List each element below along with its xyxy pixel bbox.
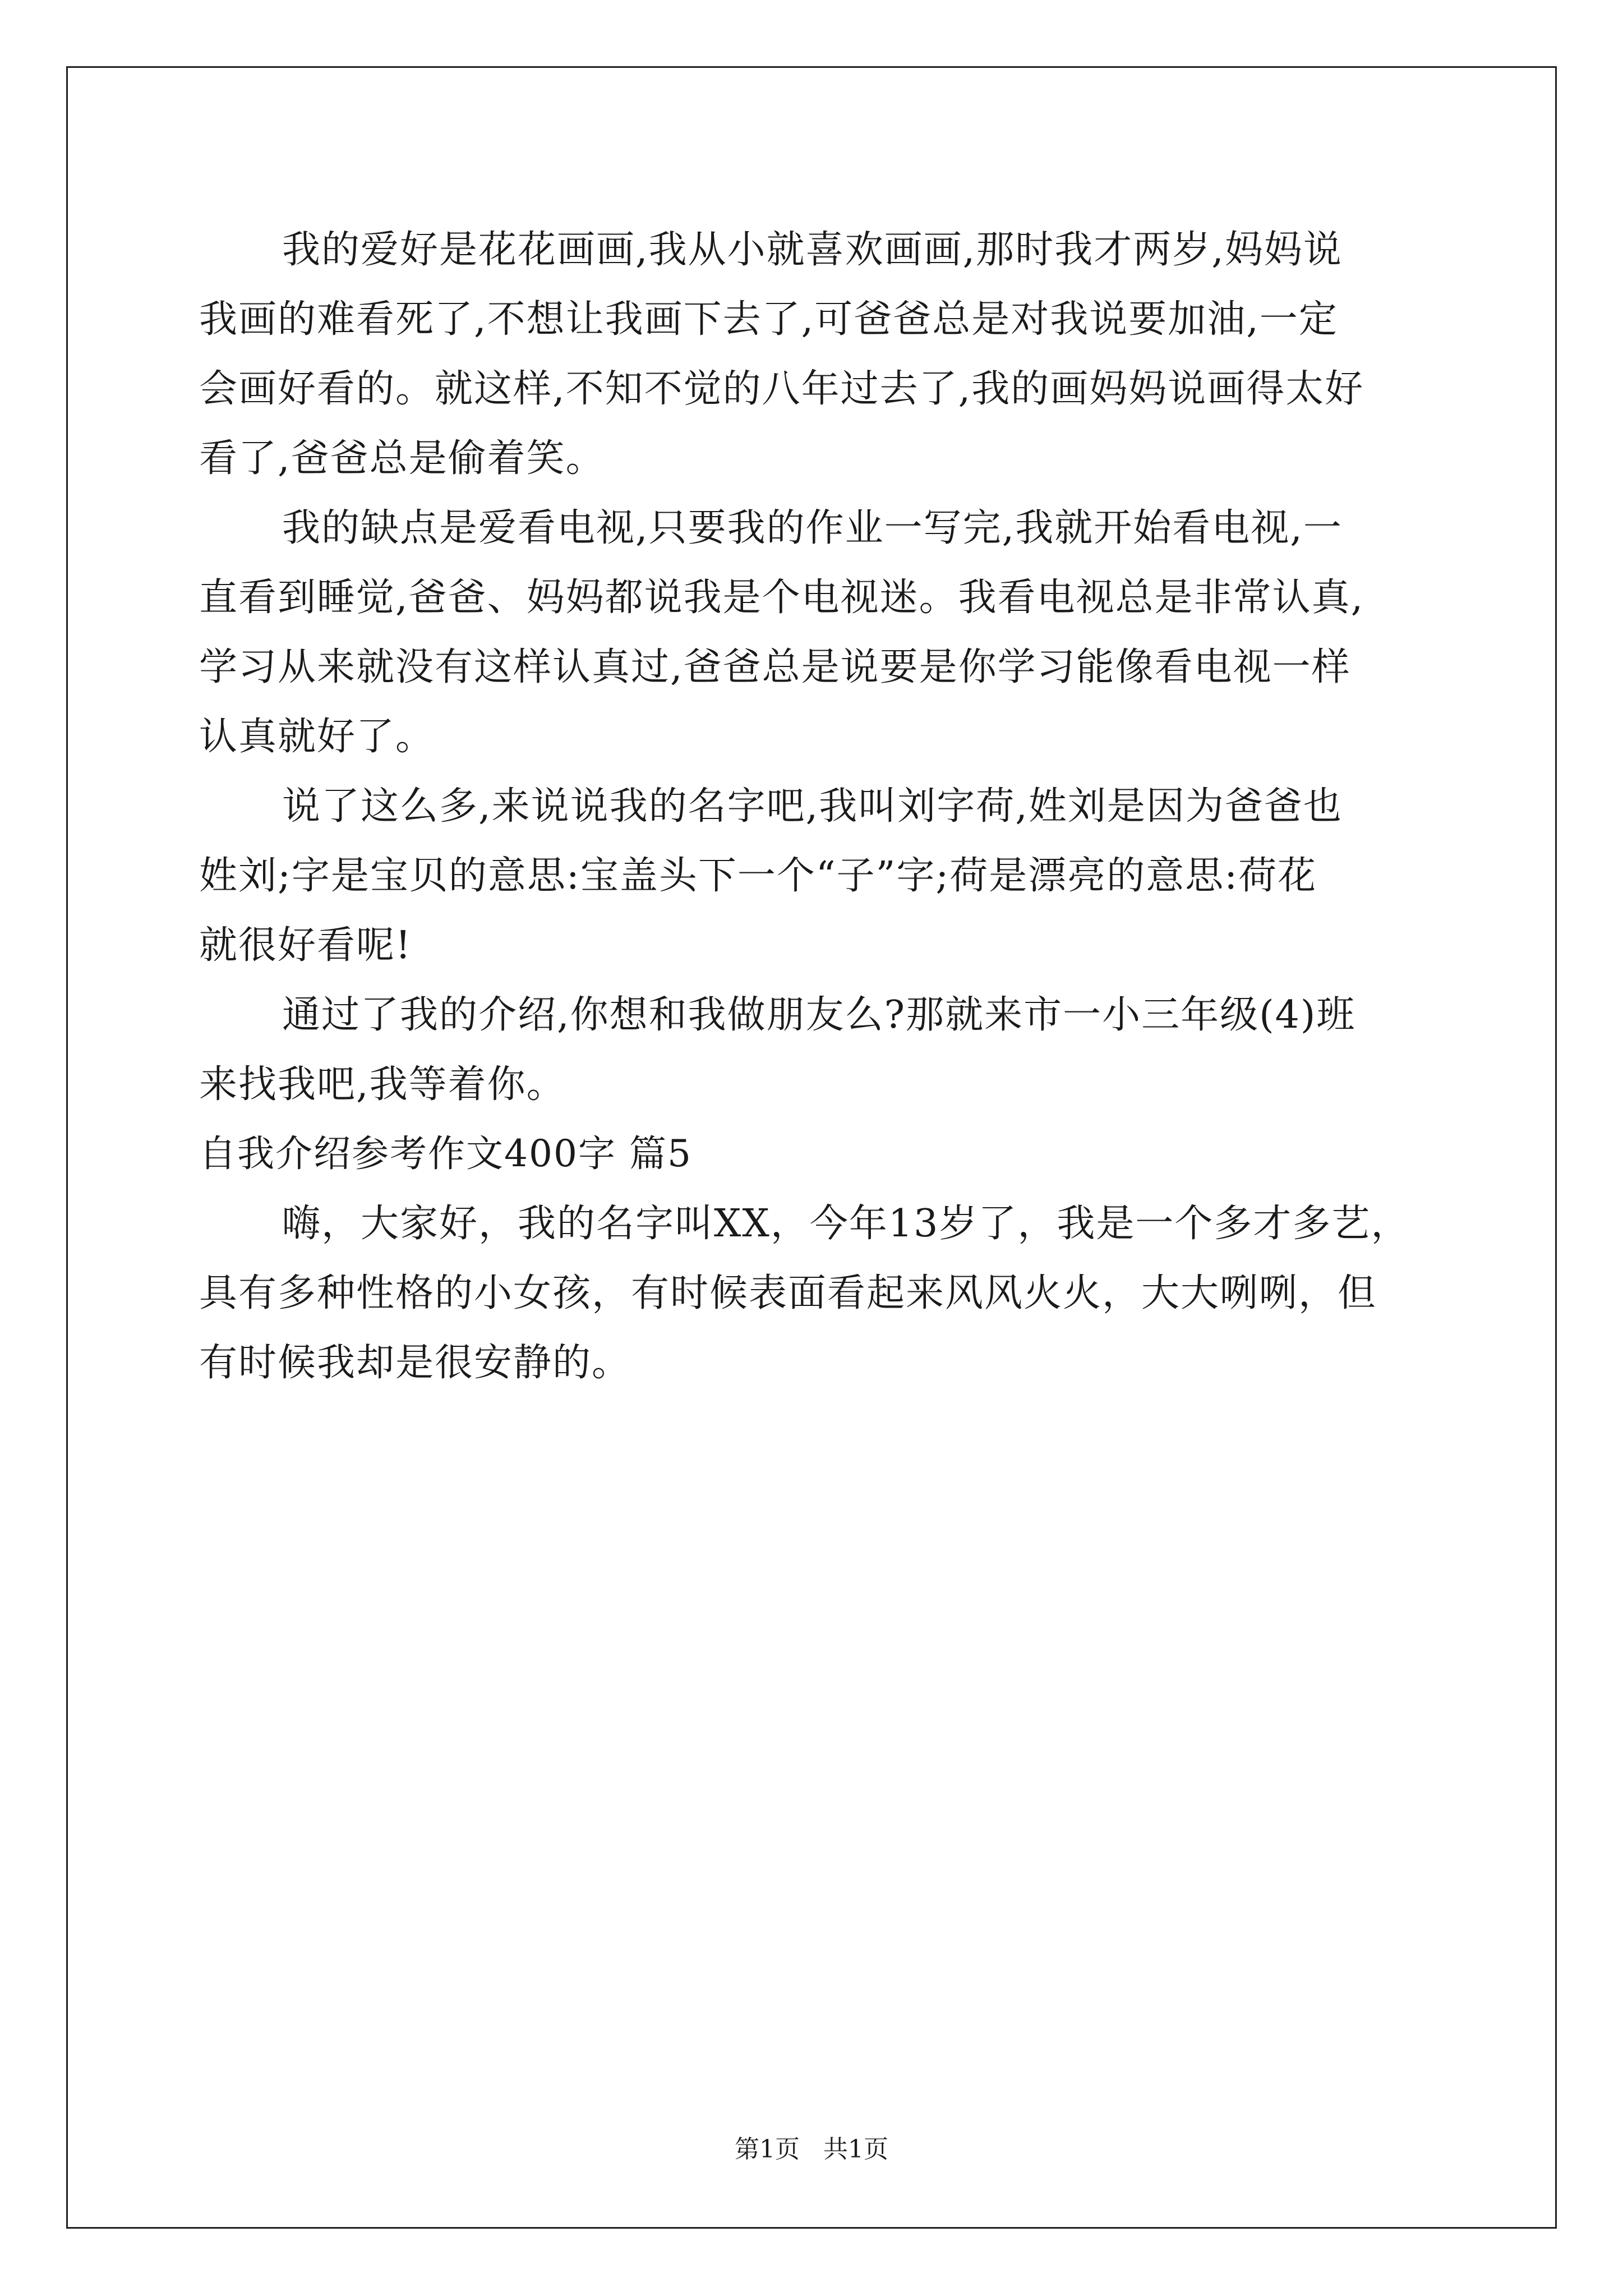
paragraph-line: 认真就好了。 [199, 715, 435, 759]
paragraph-line: 我的爱好是花花画画,我从小就喜欢画画,那时我才两岁,妈妈说 [282, 228, 1343, 272]
paragraph-line: 通过了我的介绍,你想和我做朋友么?那就来市一小三年级(4)班 [282, 993, 1356, 1037]
paragraph-line: 来找我吧,我等着你。 [199, 1062, 566, 1107]
paragraph-line: 直看到睡觉,爸爸、妈妈都说我是个电视迷。我看电视总是非常认真, [199, 576, 1364, 620]
page-footer [0, 2137, 1623, 2162]
paragraph-line: 我的缺点是爱看电视,只要我的作业一写完,我就开始看电视,一 [282, 506, 1343, 550]
paragraph-line: 姓刘;字是宝贝的意思:宝盖头下一个“子”字;荷是漂亮的意思:荷花 [199, 854, 1317, 898]
page-total: 共1页 [823, 2135, 888, 2164]
paragraph-line: 学习从来就没有这样认真过,爸爸总是说要是你学习能像看电视一样 [199, 645, 1351, 689]
paragraph-line: 嗨，大家好，我的名字叫XX，今年13岁了，我是一个多才多艺， [282, 1202, 1410, 1246]
paragraph-line: 有时候我却是很安静的。 [199, 1341, 631, 1385]
paragraph-line: 具有多种性格的小女孩，有时候表面看起来风风火火，大大咧咧，但 [199, 1271, 1377, 1315]
paragraph-line: 我画的难看死了,不想让我画下去了,可爸爸总是对我说要加油,一定 [199, 297, 1338, 342]
paragraph-line: 看了,爸爸总是偷着笑。 [199, 436, 605, 481]
paragraph-line: 就很好看呢! [199, 923, 412, 968]
paragraph-line: 会画好看的。就这样,不知不觉的八年过去了,我的画妈妈说画得太好 [199, 367, 1364, 411]
page-number: 第1页 [735, 2135, 800, 2164]
paragraph-line: 说了这么多,来说说我的名字吧,我叫刘字荷,姓刘是因为爸爸也 [282, 784, 1343, 829]
section-heading: 自我介绍参考作文400字 篇5 [199, 1132, 692, 1175]
